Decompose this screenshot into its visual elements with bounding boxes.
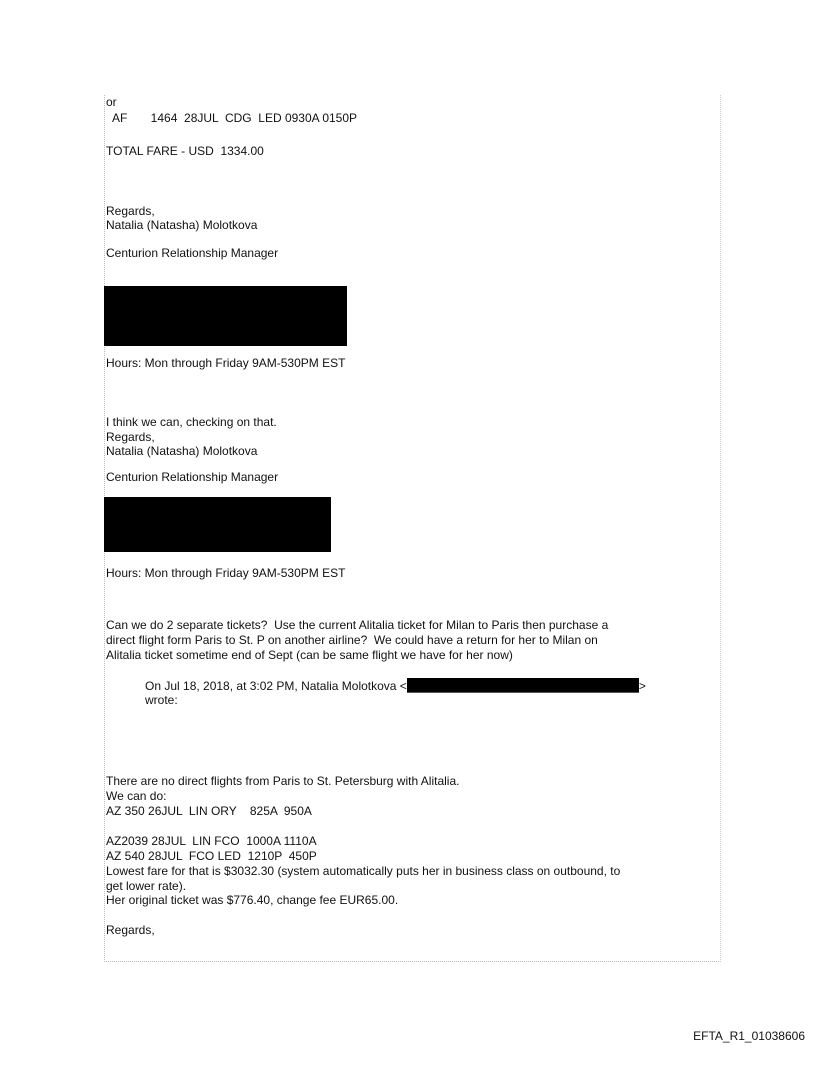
quoted-line: get lower rate). [106,879,187,893]
sender-title: Centurion Relationship Manager [106,470,279,484]
flight-line: AZ 540 28JUL FCO LED 1210P 450P [106,849,317,863]
quoted-line: We can do: [106,789,167,803]
redaction-block [104,286,347,346]
quoted-line: Her original ticket was $776.40, change fee EUR65.00. [106,893,399,907]
quoted-line: There are no direct flights from Paris to St. Petersburg with Alitalia. [106,774,460,788]
total-fare: TOTAL FARE - USD 1334.00 [106,144,264,158]
text-line: or [106,95,117,109]
signoff: Regards, [106,923,155,937]
question-line: Alitalia ticket sometime end of Sept (can be same flight we have for her now) [106,648,513,662]
signoff: Regards, [106,430,155,444]
redacted-email [407,678,639,693]
redaction-block [104,497,331,552]
signoff: Regards, [106,204,155,218]
sender-name: Natalia (Natasha) Molotkova [106,218,258,232]
document-id: EFTA_R1_01038606 [693,1029,805,1043]
sender-title: Centurion Relationship Manager [106,246,279,260]
sender-name: Natalia (Natasha) Molotkova [106,444,258,458]
quote-header-suffix: > [638,679,646,693]
quote-header-prefix: On Jul 18, 2018, at 3:02 PM, Natalia Molotkova < [145,679,407,693]
reply-text: I think we can, checking on that. [106,415,277,429]
quoted-line: Lowest fare for that is $3032.30 (system automatically puts her in business class on outbound, to [106,864,621,878]
flight-line: AF 1464 28JUL CDG LED 0930A 0150P [106,111,358,125]
hours: Hours: Mon through Friday 9AM-530PM EST [106,566,346,580]
question-line: Can we do 2 separate tickets? Use the current Alitalia ticket for Milan to Paris then purchase a [106,618,609,632]
flight-line: AZ2039 28JUL LIN FCO 1000A 1110A [106,834,317,848]
question-line: direct flight form Paris to St. P on another airline? We could have a return for her to Milan on [106,633,598,647]
quote-header [145,678,646,693]
quote-wrote: wrote: [145,693,178,707]
flight-line: AZ 350 26JUL LIN ORY 825A 950A [106,804,312,818]
hours: Hours: Mon through Friday 9AM-530PM EST [106,356,346,370]
